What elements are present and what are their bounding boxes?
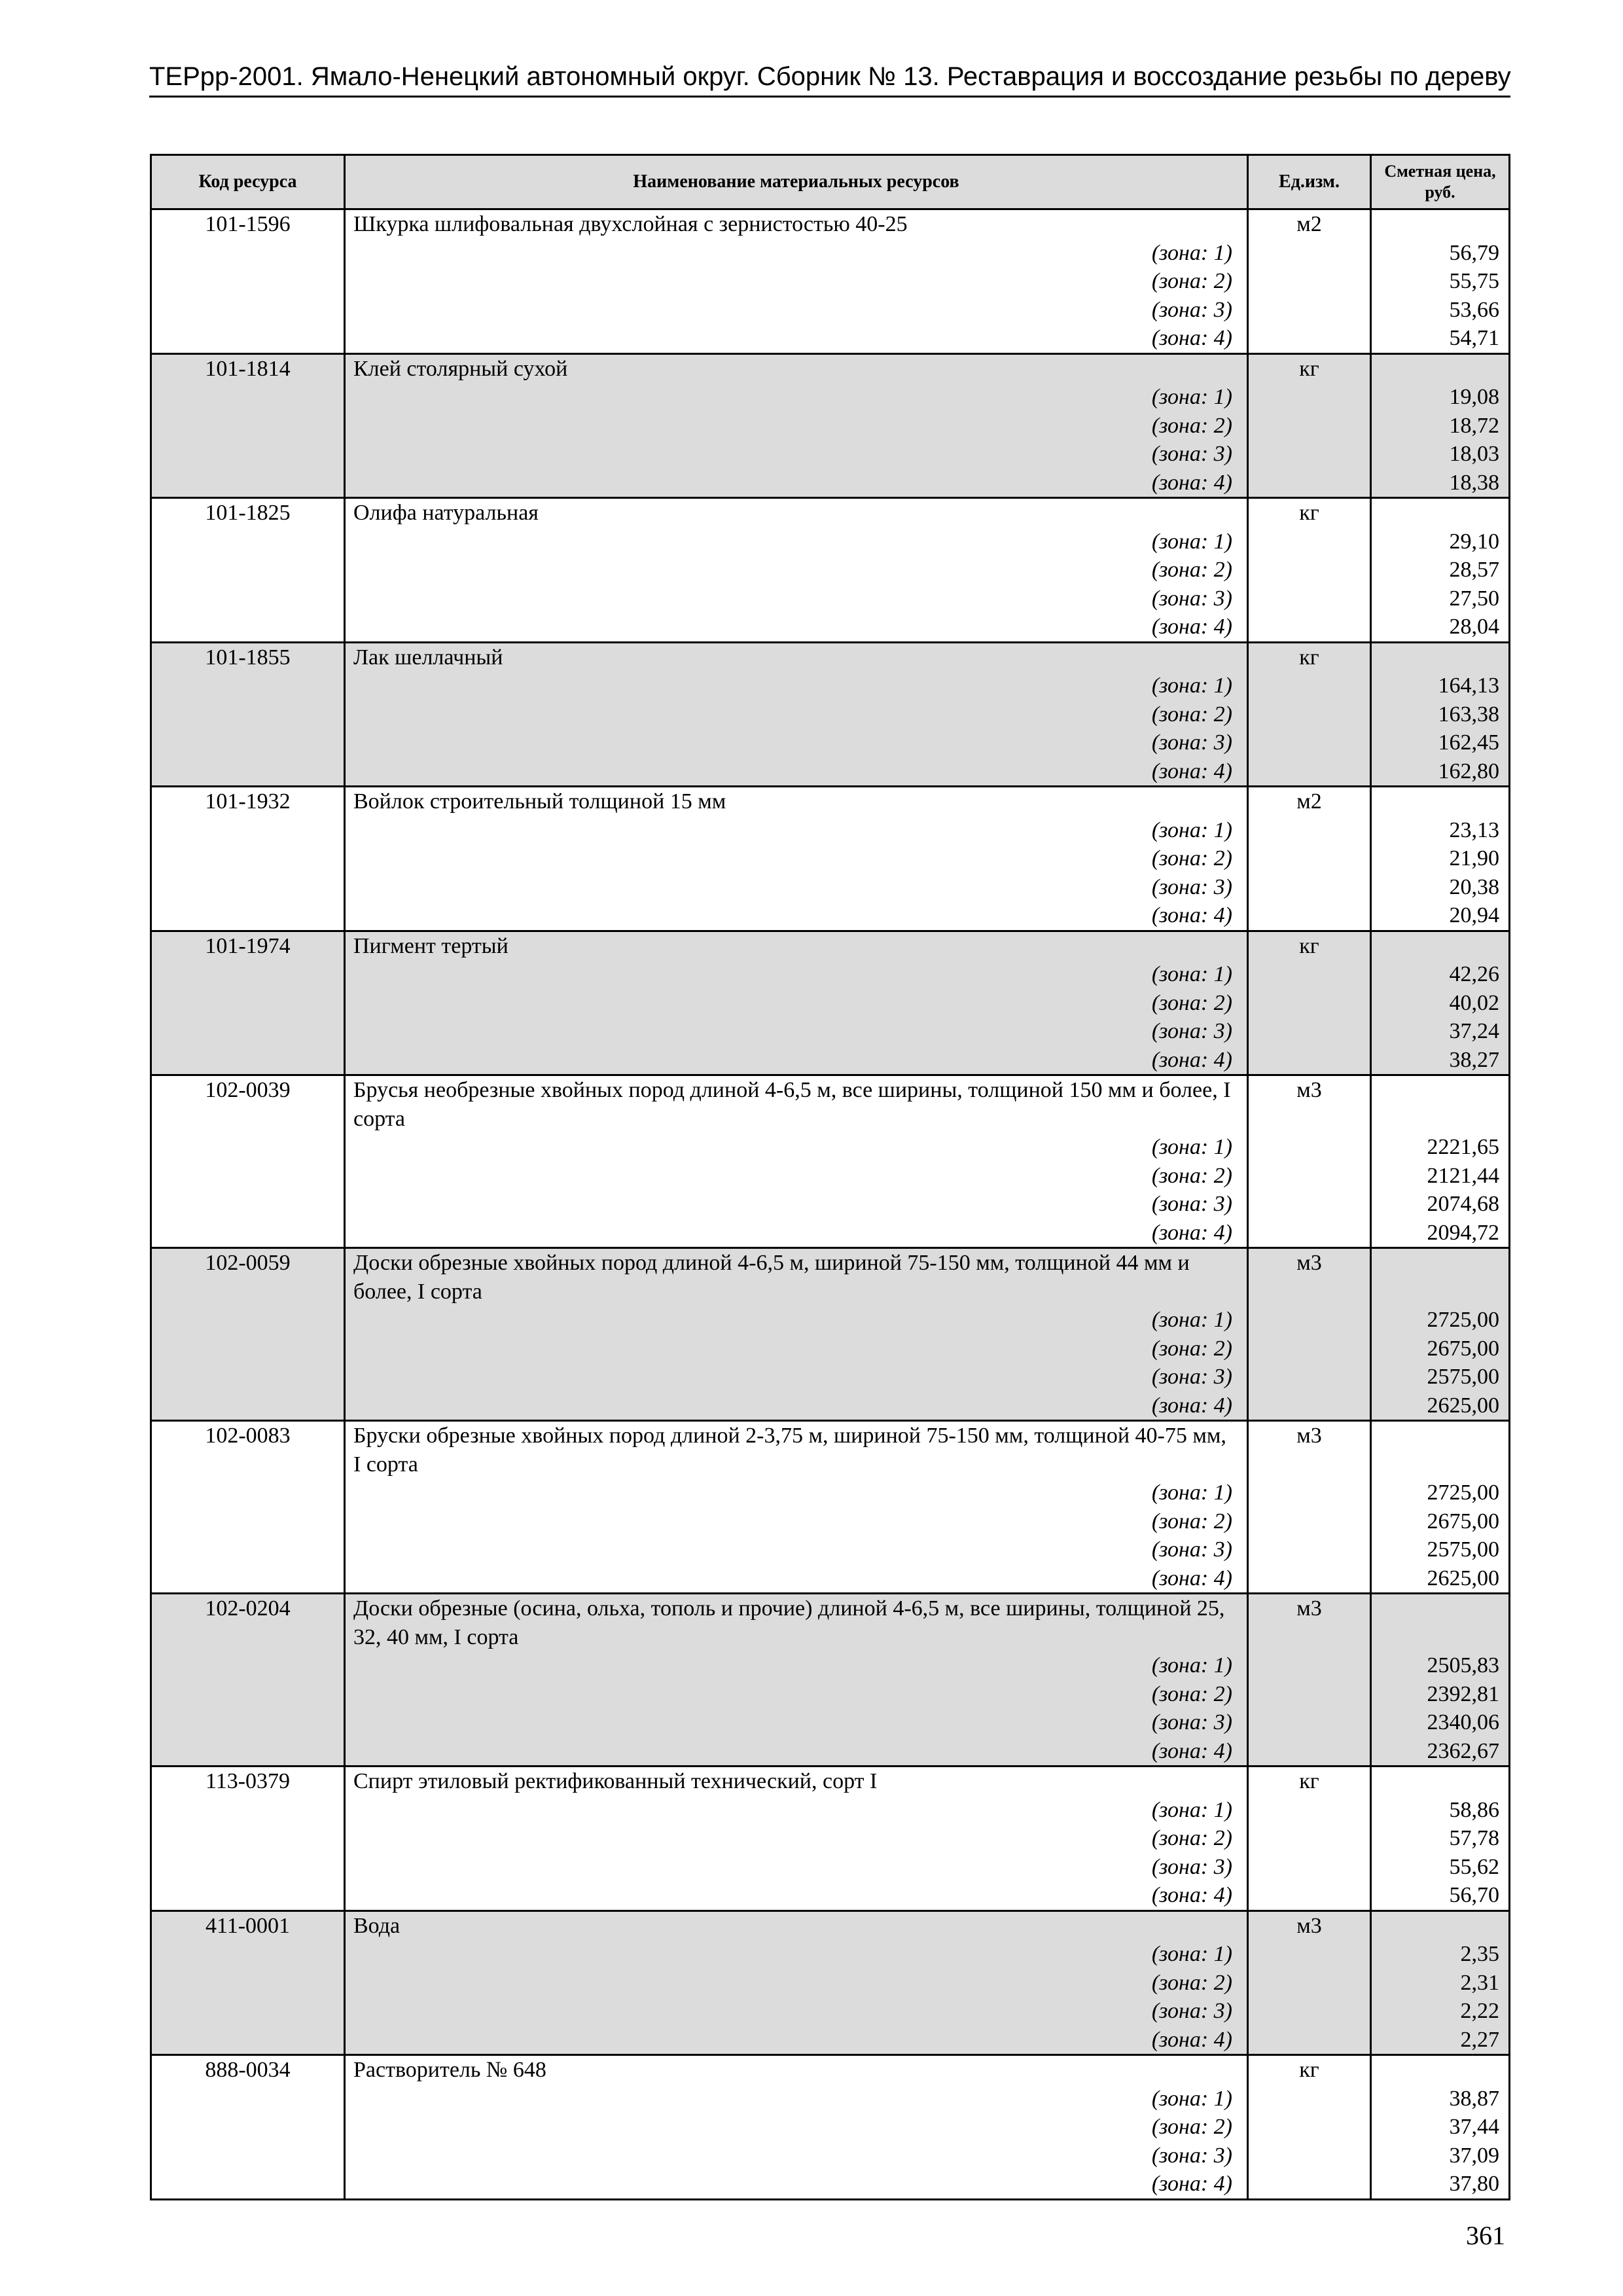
zone-price: 40,02 <box>1449 990 1499 1015</box>
zone-price: 2094,72 <box>1427 1220 1499 1245</box>
zone-price: 38,87 <box>1449 2086 1499 2111</box>
zone-price: 55,75 <box>1449 269 1499 293</box>
resource-unit: м3 <box>1248 1248 1371 1421</box>
table-row <box>151 1075 1510 1248</box>
resource-name-cell <box>345 1075 1248 1248</box>
zone-label: (зона: 3) <box>1151 1999 1232 2023</box>
zone-label: (зона: 2) <box>1151 413 1232 438</box>
table-body <box>151 209 1510 2200</box>
resource-name: Бруски обрезные хвойных пород длиной 2-3,75 м, шириной 75-150 мм, толщиной 40-75 мм, I сорта <box>353 1424 1226 1477</box>
table-row <box>151 209 1510 354</box>
zone-price: 18,72 <box>1449 413 1499 438</box>
zone-label: (зона: 1) <box>1151 1942 1232 1966</box>
resource-price-cell <box>1371 1594 1510 1767</box>
resource-unit: кг <box>1248 1767 1371 1911</box>
resource-code: 102-0059 <box>151 1248 345 1421</box>
zone-label: (зона: 2) <box>1151 1681 1232 1706</box>
zone-price: 2675,00 <box>1427 1336 1499 1361</box>
zone-label: (зона: 3) <box>1151 2143 1232 2168</box>
zone-price: 37,09 <box>1449 2143 1499 2168</box>
resource-code: 101-1932 <box>151 787 345 931</box>
resource-name-cell <box>345 1910 1248 2055</box>
resource-code: 102-0204 <box>151 1594 345 1767</box>
zone-price: 2725,00 <box>1427 1308 1499 1332</box>
zone-price: 2,31 <box>1460 1970 1499 1995</box>
resource-price-cell <box>1371 498 1510 643</box>
table-header-row <box>151 155 1510 209</box>
page-header: ТЕРрр-2001. Ямало-Ненецкий автономный округ. Сборник № 13. Реставрация и воссоздание резьбы по дереву <box>149 58 1510 98</box>
resources-table <box>150 154 1510 2200</box>
resource-unit: м3 <box>1248 1594 1371 1767</box>
column-header-unit: Ед.изм. <box>1248 155 1371 209</box>
resource-name-cell <box>345 353 1248 498</box>
resource-name-cell <box>345 498 1248 643</box>
zone-label: (зона: 4) <box>1151 1393 1232 1418</box>
zone-label: (зона: 2) <box>1151 990 1232 1015</box>
zone-price: 20,38 <box>1449 874 1499 899</box>
resource-name-cell <box>345 2055 1248 2200</box>
zone-price: 29,10 <box>1449 529 1499 554</box>
resource-price-cell <box>1371 2055 1510 2200</box>
zone-label: (зона: 1) <box>1151 240 1232 265</box>
zone-label: (зона: 2) <box>1151 1163 1232 1188</box>
zone-label: (зона: 3) <box>1151 1019 1232 1043</box>
resource-price-cell <box>1371 931 1510 1075</box>
zone-label: (зона: 2) <box>1151 269 1232 293</box>
zone-price: 2121,44 <box>1427 1163 1499 1188</box>
zone-price: 2575,00 <box>1427 1537 1499 1562</box>
zone-price: 2,22 <box>1460 1999 1499 2023</box>
zone-label: (зона: 4) <box>1151 2172 1232 2196</box>
zone-price: 55,62 <box>1449 1854 1499 1879</box>
resource-code: 101-1814 <box>151 353 345 498</box>
table-row <box>151 498 1510 643</box>
resource-price-cell <box>1371 1075 1510 1248</box>
zone-label: (зона: 1) <box>1151 1797 1232 1822</box>
zone-label: (зона: 2) <box>1151 2115 1232 2139</box>
table-row <box>151 1767 1510 1911</box>
resource-name: Клей столярный сухой <box>353 356 568 381</box>
resource-unit: кг <box>1248 2055 1371 2200</box>
zone-label: (зона: 3) <box>1151 1710 1232 1734</box>
zone-label: (зона: 3) <box>1151 442 1232 466</box>
zone-label: (зона: 2) <box>1151 558 1232 582</box>
zone-price: 2074,68 <box>1427 1192 1499 1216</box>
zone-label: (зона: 4) <box>1151 1738 1232 1763</box>
resource-unit: м3 <box>1248 1421 1371 1594</box>
zone-price: 18,03 <box>1449 442 1499 466</box>
zone-price: 37,80 <box>1449 2172 1499 2196</box>
zone-price: 54,71 <box>1449 326 1499 350</box>
zone-price: 19,08 <box>1449 385 1499 409</box>
resource-unit: кг <box>1248 931 1371 1075</box>
zone-price: 2675,00 <box>1427 1509 1499 1534</box>
table-row <box>151 787 1510 931</box>
resource-name: Олифа натуральная <box>353 501 539 525</box>
resource-name: Пигмент тертый <box>353 933 508 958</box>
resource-name: Вода <box>353 1913 401 1938</box>
zone-label: (зона: 1) <box>1151 529 1232 554</box>
resource-name-cell <box>345 1248 1248 1421</box>
zone-price: 2340,06 <box>1427 1710 1499 1734</box>
resource-name: Лак шеллачный <box>353 645 503 670</box>
resource-code: 102-0039 <box>151 1075 345 1248</box>
zone-label: (зона: 1) <box>1151 1480 1232 1505</box>
zone-label: (зона: 4) <box>1151 759 1232 783</box>
zone-price: 2505,83 <box>1427 1653 1499 1677</box>
zone-label: (зона: 3) <box>1151 1854 1232 1879</box>
zone-price: 21,90 <box>1449 846 1499 870</box>
resource-name-cell <box>345 642 1248 787</box>
zone-price: 163,38 <box>1438 702 1499 726</box>
zone-label: (зона: 3) <box>1151 297 1232 322</box>
zone-price: 2,35 <box>1460 1942 1499 1966</box>
zone-price: 53,66 <box>1449 297 1499 322</box>
column-header-name: Наименование материальных ресурсов <box>345 155 1248 209</box>
resources-table-wrapper <box>150 154 1508 2200</box>
zone-label: (зона: 4) <box>1151 1883 1232 1907</box>
resource-price-cell <box>1371 1421 1510 1594</box>
table-row <box>151 2055 1510 2200</box>
zone-label: (зона: 4) <box>1151 1047 1232 1072</box>
zone-price: 164,13 <box>1438 673 1499 698</box>
resource-price-cell <box>1371 1248 1510 1421</box>
zone-label: (зона: 3) <box>1151 586 1232 611</box>
zone-price: 42,26 <box>1449 962 1499 986</box>
column-header-code: Код ресурса <box>151 155 345 209</box>
resource-name-cell <box>345 787 1248 931</box>
zone-price: 162,45 <box>1438 730 1499 755</box>
zone-price: 38,27 <box>1449 1047 1499 1072</box>
resource-unit: м2 <box>1248 787 1371 931</box>
table-row <box>151 931 1510 1075</box>
resource-code: 101-1974 <box>151 931 345 1075</box>
zone-price: 2625,00 <box>1427 1566 1499 1590</box>
zone-price: 2575,00 <box>1427 1365 1499 1389</box>
resource-unit: кг <box>1248 498 1371 643</box>
resource-name: Брусья необрезные хвойных пород длиной 4-6,5 м, все ширины, толщиной 150 мм и более, I сорта <box>353 1078 1231 1131</box>
zone-price: 162,80 <box>1438 759 1499 783</box>
zone-label: (зона: 2) <box>1151 1826 1232 1850</box>
zone-label: (зона: 1) <box>1151 1653 1232 1677</box>
resource-unit: кг <box>1248 353 1371 498</box>
zone-label: (зона: 3) <box>1151 730 1232 755</box>
resource-name-cell <box>345 1594 1248 1767</box>
resource-price-cell <box>1371 1910 1510 2055</box>
zone-price: 18,38 <box>1449 470 1499 495</box>
column-header-price: Сметная цена, руб. <box>1371 155 1510 209</box>
zone-price: 28,57 <box>1449 558 1499 582</box>
resource-name: Шкурка шлифовальная двухслойная с зернистостью 40-25 <box>353 212 908 236</box>
resource-code: 101-1855 <box>151 642 345 787</box>
resource-name: Растворитель № 648 <box>353 2058 546 2082</box>
zone-label: (зона: 4) <box>1151 615 1232 639</box>
zone-price: 20,94 <box>1449 903 1499 927</box>
zone-label: (зона: 4) <box>1151 1220 1232 1245</box>
resource-code: 101-1596 <box>151 209 345 354</box>
zone-price: 37,24 <box>1449 1019 1499 1043</box>
table-row <box>151 642 1510 787</box>
table-row <box>151 1248 1510 1421</box>
zone-label: (зона: 4) <box>1151 2027 1232 2052</box>
resource-price-cell <box>1371 209 1510 354</box>
zone-label: (зона: 1) <box>1151 962 1232 986</box>
zone-price: 2,27 <box>1460 2027 1499 2052</box>
resource-code: 113-0379 <box>151 1767 345 1911</box>
zone-label: (зона: 3) <box>1151 1537 1232 1562</box>
resource-price-cell <box>1371 787 1510 931</box>
zone-label: (зона: 3) <box>1151 1192 1232 1216</box>
zone-label: (зона: 2) <box>1151 846 1232 870</box>
resource-code: 411-0001 <box>151 1910 345 2055</box>
zone-label: (зона: 1) <box>1151 2086 1232 2111</box>
resource-code: 102-0083 <box>151 1421 345 1594</box>
zone-label: (зона: 1) <box>1151 1135 1232 1159</box>
resource-name: Доски обрезные (осина, ольха, тополь и прочие) длиной 4-6,5 м, все ширины, толщиной 25, 32, 40 мм, I сорта <box>353 1596 1225 1649</box>
zone-price: 2725,00 <box>1427 1480 1499 1505</box>
resource-name: Доски обрезные хвойных пород длиной 4-6,5 м, шириной 75-150 мм, толщиной 44 мм и более, I сорта <box>353 1251 1190 1304</box>
resource-code: 888-0034 <box>151 2055 345 2200</box>
resource-name: Спирт этиловый ректификованный технический, сорт I <box>353 1769 878 1793</box>
zone-price: 2362,67 <box>1427 1738 1499 1763</box>
resource-name-cell <box>345 209 1248 354</box>
zone-label: (зона: 1) <box>1151 385 1232 409</box>
resource-unit: м3 <box>1248 1075 1371 1248</box>
table-row <box>151 1594 1510 1767</box>
zone-price: 57,78 <box>1449 1826 1499 1850</box>
zone-label: (зона: 2) <box>1151 702 1232 726</box>
resource-name-cell <box>345 1421 1248 1594</box>
resource-name-cell <box>345 1767 1248 1911</box>
zone-label: (зона: 2) <box>1151 1970 1232 1995</box>
zone-label: (зона: 2) <box>1151 1336 1232 1361</box>
zone-label: (зона: 4) <box>1151 1566 1232 1590</box>
zone-price: 28,04 <box>1449 615 1499 639</box>
zone-price: 2625,00 <box>1427 1393 1499 1418</box>
zone-price: 37,44 <box>1449 2115 1499 2139</box>
zone-price: 2221,65 <box>1427 1135 1499 1159</box>
zone-price: 56,70 <box>1449 1883 1499 1907</box>
zone-price: 58,86 <box>1449 1797 1499 1822</box>
zone-price: 23,13 <box>1449 817 1499 842</box>
resource-unit: кг <box>1248 642 1371 787</box>
table-row <box>151 1910 1510 2055</box>
zone-label: (зона: 1) <box>1151 673 1232 698</box>
resource-unit: м2 <box>1248 209 1371 354</box>
resource-unit: м3 <box>1248 1910 1371 2055</box>
zone-price: 27,50 <box>1449 586 1499 611</box>
zone-label: (зона: 3) <box>1151 874 1232 899</box>
resource-price-cell <box>1371 1767 1510 1911</box>
resource-name-cell <box>345 931 1248 1075</box>
zone-label: (зона: 4) <box>1151 326 1232 350</box>
zone-price: 56,79 <box>1449 240 1499 265</box>
table-row <box>151 1421 1510 1594</box>
page-number: 361 <box>1466 2221 1505 2250</box>
zone-label: (зона: 4) <box>1151 903 1232 927</box>
table-row <box>151 353 1510 498</box>
resource-price-cell <box>1371 353 1510 498</box>
zone-label: (зона: 3) <box>1151 1365 1232 1389</box>
zone-label: (зона: 4) <box>1151 470 1232 495</box>
resource-name: Войлок строительный толщиной 15 мм <box>353 789 726 814</box>
zone-label: (зона: 2) <box>1151 1509 1232 1534</box>
zone-label: (зона: 1) <box>1151 1308 1232 1332</box>
zone-label: (зона: 1) <box>1151 817 1232 842</box>
resource-code: 101-1825 <box>151 498 345 643</box>
resource-price-cell <box>1371 642 1510 787</box>
zone-price: 2392,81 <box>1427 1681 1499 1706</box>
